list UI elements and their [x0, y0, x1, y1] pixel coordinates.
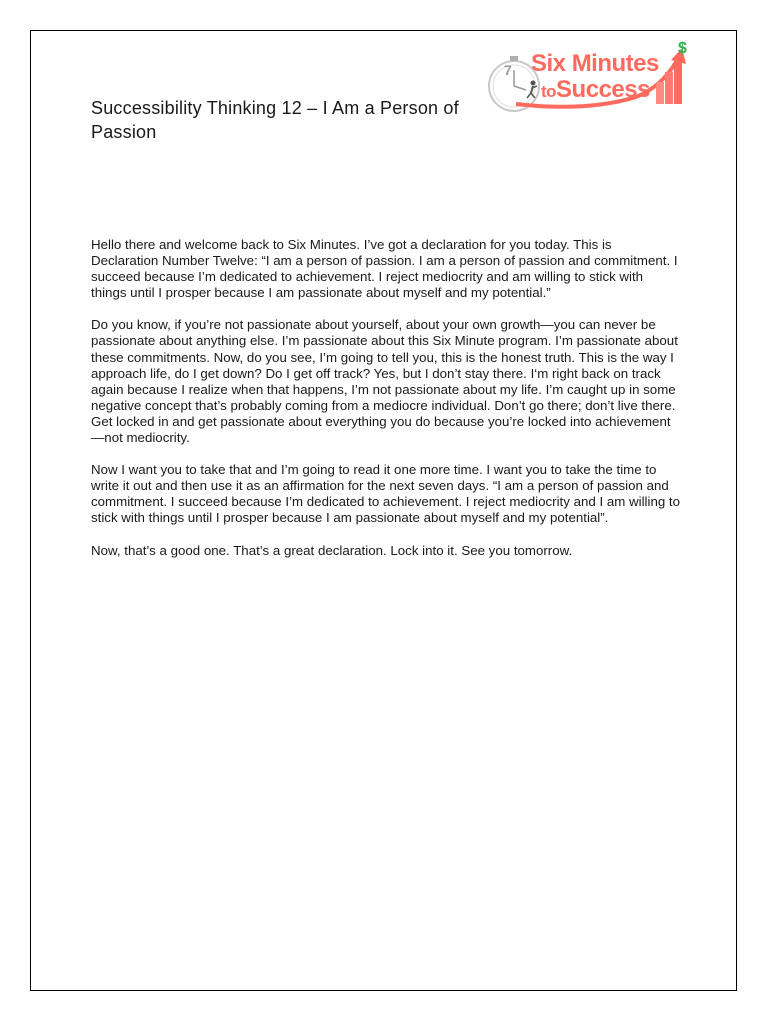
body-paragraph: Do you know, if you’re not passionate about yourself, about your own growth—you can never be passionate about anything else. I’m passionate about this Six Minute program. I’m passionate about these commitments. Now, do you see, I’m going to tell you, this is the honest truth. This is the way I approach life, do I get down? Do I get off track? Yes, but I don’t stay there. I‘m right back on track again because I realize when that happens, I’m not passionate about my life. I’m caught up in some negative concept that’s probably coming from a mediocre individual. Don’t go there; don’t live there. Get locked in and get passionate about everything you do because you’re locked into achievement—not mediocrity.	[91, 317, 678, 446]
logo-success: Success	[556, 76, 650, 103]
body-paragraph: Hello there and welcome back to Six Minutes. I’ve got a declaration for you today. This is Declaration Number Twelve: “I am a person of passion. I am a person of passion and commitment. I succeed because I’m dedicated to achievement. I reject mediocrity and am willing to stick with things until I prosper because I am passionate about myself and my potential.”	[91, 237, 678, 301]
logo-to: to	[541, 82, 557, 101]
logo-line1: Six Minutes	[531, 50, 659, 77]
document-body	[91, 237, 681, 575]
six-minutes-to-success-logo	[486, 42, 706, 120]
logo-line2	[541, 76, 650, 104]
dollar-icon: $	[678, 40, 687, 57]
body-paragraph: Now, that’s a good one. That’s a great declaration. Lock into it. See you tomorrow.	[91, 542, 573, 558]
document-title: Successibility Thinking 12 – I Am a Person of Passion	[91, 98, 459, 142]
body-paragraph: Now I want you to take that and I’m going to read it one more time. I want you to take the time to write it out and then use it as an affirmation for the next seven days. “I am a person of passion and commitment. I succeed because I’m dedicated to achievement. I reject mediocrity and I am willing to stick with things until I prosper because I am passionate about myself and my potential”.	[91, 462, 681, 526]
logo-number: 7	[504, 62, 512, 78]
